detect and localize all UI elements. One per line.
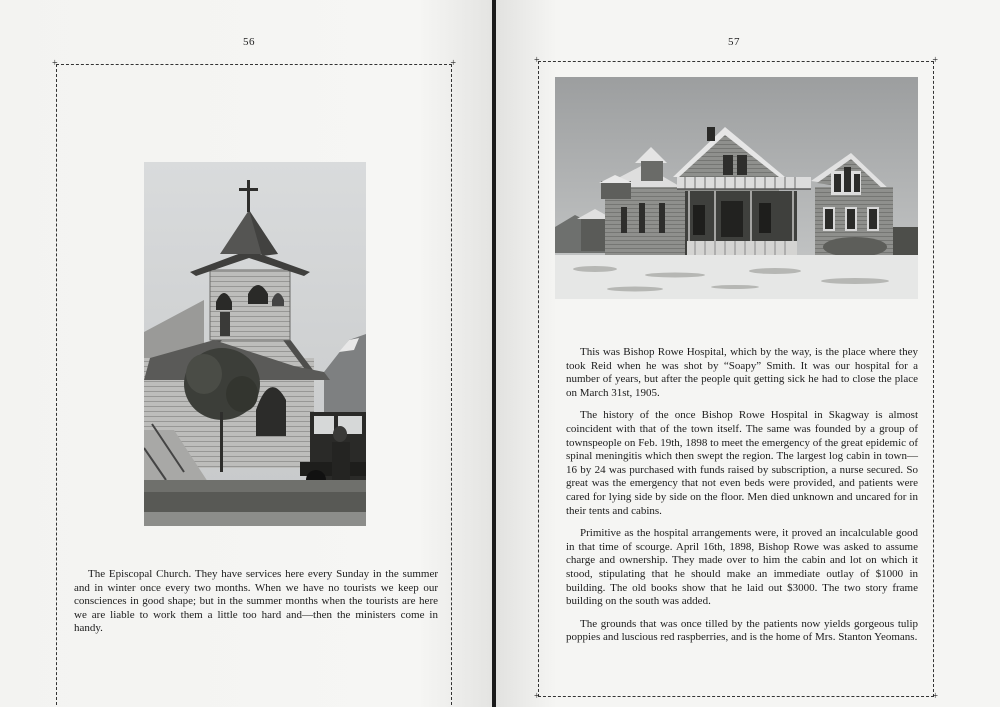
paragraph: The grounds that was once tilled by the patients now yields gorgeous tulip poppies and luscious red raspberries, and is the home of Mrs. Stanton Yeomans.	[566, 617, 918, 644]
corner-ornament: +	[534, 55, 540, 66]
corner-ornament: +	[534, 691, 540, 702]
bishop-rowe-hospital-photo	[555, 77, 918, 299]
corner-ornament: +	[52, 58, 58, 69]
paragraph: This was Bishop Rowe Hospital, which by the way, is the place where they took Reid when he was shot by “Soapy” Smith. It was our hospital for a number of years, but after the people quit getting sick he had to close the place on March 31st, 1905.	[566, 346, 918, 399]
paragraph: Primitive as the hospital arrangements were, it proved an incalculable good in that time of scourge. April 16th, 1898, Bishop Rowe was asked to assume charge and ownership. They made over to him the cabin and lot on which it stood, stipulating that he should make an immediate outlay of $1000 in building. The old books show that he laid out $3000. The two story frame building on the south was added.	[566, 527, 918, 608]
left-page	[0, 0, 492, 707]
photo-caption: The Episcopal Church. They have services here every Sunday in the summer and in winter once every two months. When we have no tourists we keep our consciences in good shape; but in the summer months when the tourists are here we are liable to work them a little too hard and—then the ministers come in handy.	[74, 568, 438, 635]
right-page	[496, 0, 1000, 707]
corner-ornament: +	[932, 691, 938, 702]
corner-ornament: +	[450, 58, 456, 69]
corner-ornament: +	[932, 55, 938, 66]
paragraph: The history of the once Bishop Rowe Hospital in Skagway is almost coincident with that of the town itself. The same was founded by a group of townspeople on Feb. 19th, 1898 to meet the emergency of the great epidemic of spinal meningitis which then swept the region. The largest log cabin in town—16 by 24 was purchased with funds raised by subscription, a nurse secured. So great was the emergency that not even beds were provided, and patients were cared for lying side by side on the floor. Men died unknown and uncared for in their tents and cabins.	[566, 409, 918, 517]
page-number: 56	[243, 36, 255, 48]
page-number: 57	[728, 36, 740, 48]
body-text	[566, 346, 918, 654]
episcopal-church-photo	[144, 162, 366, 526]
